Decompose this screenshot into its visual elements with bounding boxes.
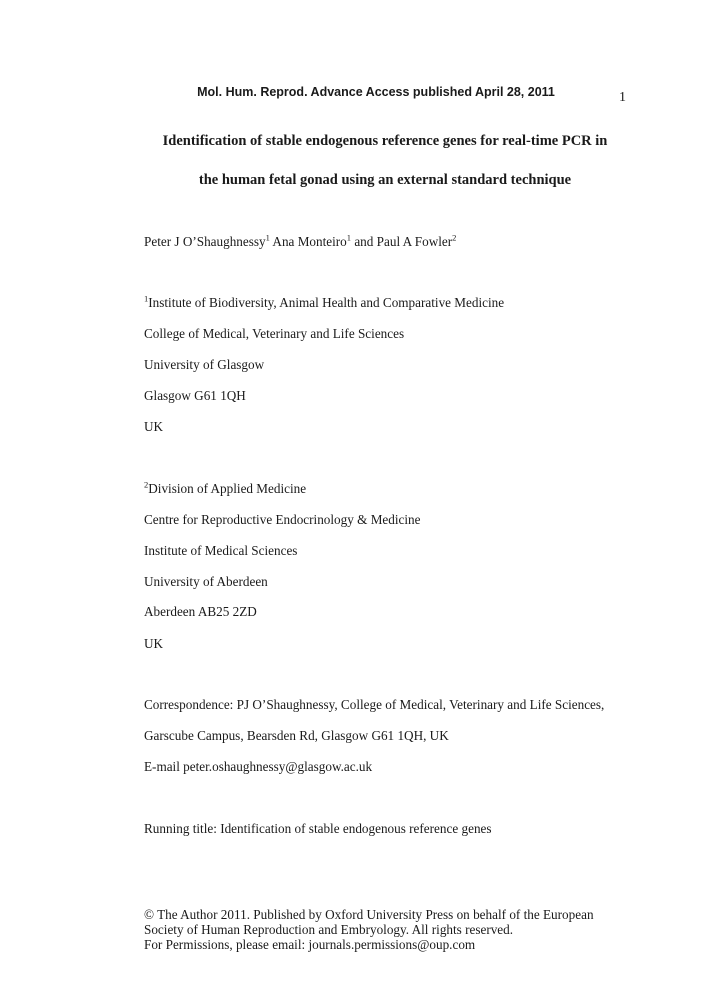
affiliation-2-line: UK xyxy=(144,636,164,651)
affiliation-2-line: Institute of Medical Sciences xyxy=(144,543,298,558)
correspondence-address: Garscube Campus, Bearsden Rd, Glasgow G61 1QH, UK xyxy=(144,728,449,743)
author-affiliation-marker: 1 xyxy=(346,232,352,243)
page-number: 1 xyxy=(619,90,626,105)
affiliation-2-line: Centre for Reproductive Endocrinology & Medicine xyxy=(144,512,421,527)
correspondence-line: Correspondence: PJ O’Shaughnessy, College of Medical, Veterinary and Life Sciences, xyxy=(144,697,605,712)
affiliation-1-line: University of Glasgow xyxy=(144,357,265,372)
affiliation-text: Institute of Biodiversity, Animal Health and Comparative Medicine xyxy=(148,295,505,310)
running-title: Running title: Identification of stable endogenous reference genes xyxy=(144,821,492,836)
affiliation-1-line: College of Medical, Veterinary and Life Sciences xyxy=(144,326,405,341)
affiliation-1-line: Glasgow G61 1QH xyxy=(144,388,246,403)
copyright-line: Society of Human Reproduction and Embryology. All rights reserved. xyxy=(144,922,514,937)
permissions-line: For Permissions, please email: journals.permissions@oup.com xyxy=(144,937,476,952)
author-affiliation-marker: 2 xyxy=(452,232,457,243)
author-name: Ana Monteiro xyxy=(269,234,347,249)
affiliation-1-line: UK xyxy=(144,419,164,434)
author-name: Peter J O’Shaughnessy xyxy=(144,234,266,249)
author-name: and Paul A Fowler xyxy=(351,234,453,249)
author-list xyxy=(144,234,456,250)
affiliation-2-line: Aberdeen AB25 2ZD xyxy=(144,604,257,619)
correspondence-email: E-mail peter.oshaughnessy@glasgow.ac.uk xyxy=(144,759,373,774)
affiliation-marker: 2 xyxy=(144,479,149,490)
paper-title-line-1: Identification of stable endogenous reference genes for real-time PCR in xyxy=(162,133,608,149)
author-affiliation-marker: 1 xyxy=(265,232,270,243)
affiliation-text: Division of Applied Medicine xyxy=(148,481,307,496)
affiliation-2-line: University of Aberdeen xyxy=(144,574,268,589)
affiliation-2-line xyxy=(144,481,306,497)
copyright-line: © The Author 2011. Published by Oxford University Press on behalf of the European xyxy=(144,907,594,922)
affiliation-marker: 1 xyxy=(144,293,149,304)
affiliation-1-line xyxy=(144,295,504,311)
journal-header: Mol. Hum. Reprod. Advance Access published April 28, 2011 xyxy=(197,85,555,99)
paper-title-line-2: the human fetal gonad using an external standard technique xyxy=(198,172,572,188)
